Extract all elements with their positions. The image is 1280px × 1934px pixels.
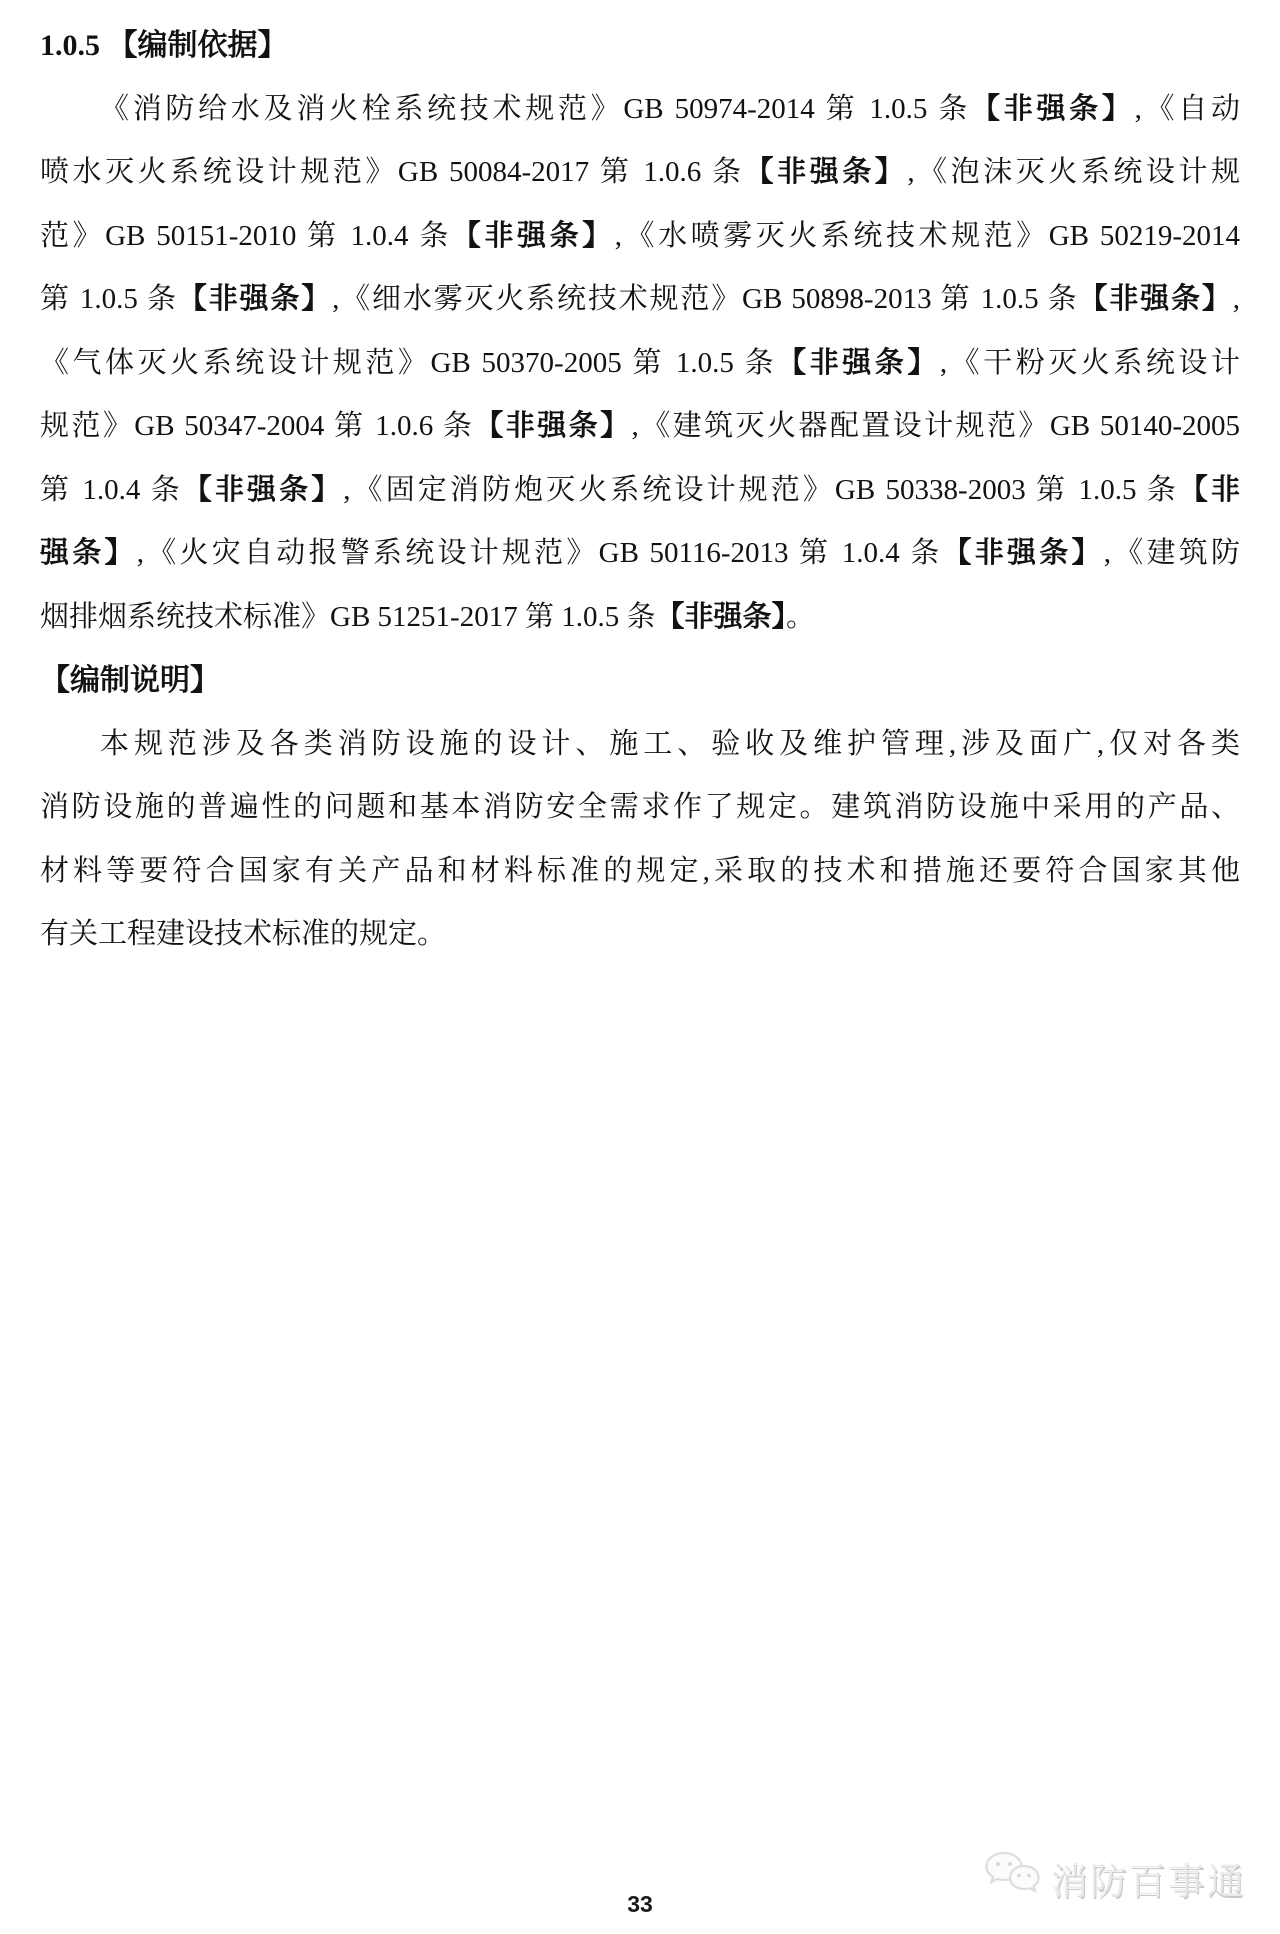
basis-paragraph-line: 范》GB 50151-2010 第 1.0.4 条【非强条】,《水喷雾灭火系统技术规范》GB 50219-2014 (40, 219, 1240, 252)
notes-paragraph-line: 本规范涉及各类消防设施的设计、施工、验收及维护管理,涉及面广,仅对各类 (100, 727, 1240, 760)
basis-paragraph-line: 喷水灭火系统设计规范》GB 50084-2017 第 1.0.6 条【非强条】,《泡沫灭火系统设计规 (40, 156, 1240, 188)
watermark-text: 消防百事通 (1051, 1860, 1246, 1902)
section-heading: 1.0.5 【编制依据】 (40, 29, 288, 62)
basis-paragraph-line: 《气体灭火系统设计规范》GB 50370-2005 第 1.0.5 条【非强条】,《干粉灭火系统设计 (40, 346, 1240, 379)
basis-paragraph-line: 《消防给水及消火栓系统技术规范》GB 50974-2014 第 1.0.5 条【非强条】,《自动 (100, 92, 1240, 125)
basis-paragraph-line: 规范》GB 50347-2004 第 1.0.6 条【非强条】,《建筑灭火器配置设计规范》GB 50140-2005 (40, 410, 1240, 442)
watermark (983, 1850, 1246, 1905)
wechat-icon (983, 1850, 1041, 1905)
page-number: 33 (627, 1891, 653, 1917)
basis-paragraph-line: 第 1.0.4 条【非强条】,《固定消防炮灭火系统设计规范》GB 50338-2003 第 1.0.5 条【非 (40, 473, 1240, 506)
basis-paragraph-line: 强条】,《火灾自动报警系统设计规范》GB 50116-2013 第 1.0.4 条【非强条】,《建筑防 (40, 537, 1240, 569)
notes-paragraph-line: 有关工程建设技术标准的规定。 (40, 918, 447, 950)
notes-paragraph-line: 材料等要符合国家有关产品和材料标准的规定,采取的技术和措施还要符合国家其他 (40, 854, 1240, 887)
basis-paragraph-line: 烟排烟系统技术标准》GB 51251-2017 第 1.0.5 条【非强条】。 (40, 600, 815, 633)
notes-heading: 【编制说明】 (40, 664, 220, 697)
basis-paragraph-line: 第 1.0.5 条【非强条】,《细水雾灭火系统技术规范》GB 50898-2013 第 1.0.5 条【非强条】, (40, 283, 1240, 315)
notes-paragraph-line: 消防设施的普遍性的问题和基本消防安全需求作了规定。建筑消防设施中采用的产品、 (40, 791, 1240, 823)
